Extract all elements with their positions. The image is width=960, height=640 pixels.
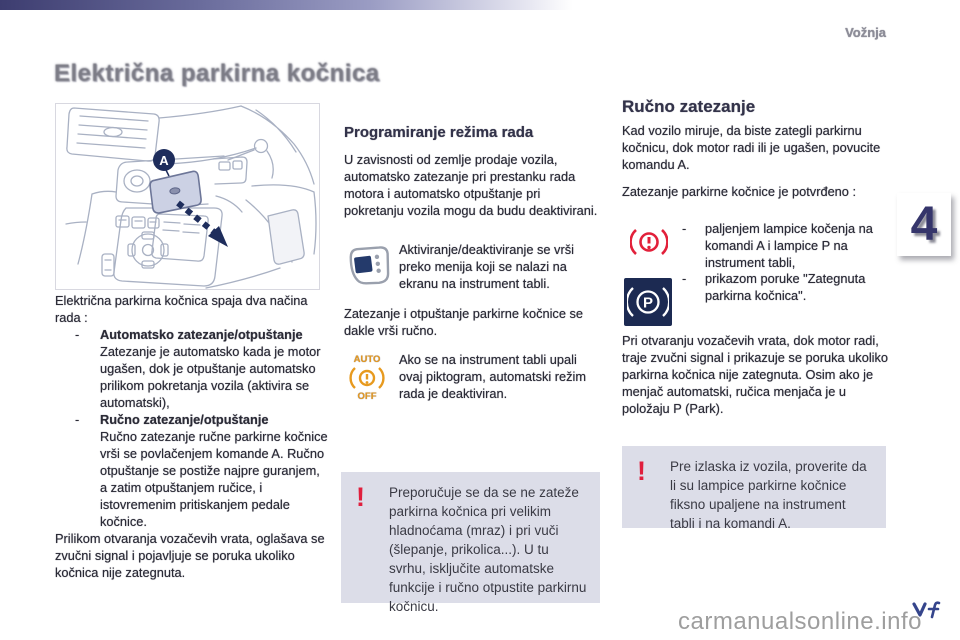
manual-note: Zatezanje i otpuštanje parkirne kočnice se dakle vrši ručno. — [344, 306, 584, 338]
display-menu-note: Aktiviranje/deaktiviranje se vrši preko menija koji se nalazi na ekranu na instrument tabli. — [399, 242, 574, 291]
auto-off-note-row — [344, 351, 601, 407]
page-title: Električna parkirna kočnica — [54, 60, 380, 87]
left-column — [55, 292, 329, 581]
site-watermark-logo-icon — [912, 601, 942, 624]
parking-brake-p-lamp-icon — [624, 278, 672, 326]
auto-off-bottom-label: OFF — [357, 391, 377, 401]
site-watermark[interactable]: carmanualsonline.info — [678, 608, 922, 635]
confirm-bullet-text: paljenjem lampice kočenja na komandi A i lampice P na instrument tabli, — [705, 221, 873, 270]
section-header-label: Vožnja — [845, 25, 886, 40]
chapter-number-tab — [897, 193, 951, 256]
bullet-dash: - — [682, 221, 687, 236]
mode-bullet-manual — [55, 411, 329, 530]
chapter-number: 4 — [910, 198, 938, 251]
warning-exclamation-icon: ! — [637, 456, 646, 486]
right-column — [622, 98, 892, 450]
brake-warning-lamp-icon — [630, 226, 668, 262]
confirm-bullet-message — [682, 270, 894, 304]
exit-check-warning-text: Pre izlaska iz vozila, proverite da li su lampice parkirne kočnice fiksno upaljene na instrument tabli i na komandi A. — [670, 459, 867, 531]
left-outro: Prilikom otvaranja vozačevih vrata, oglašava se zvučni signal i pojavljuje se poruka ukoliko kočnica nije zategnuta. — [55, 531, 325, 580]
mode-bullet-body: Zatezanje je automatsko kada je motor ugašen, dok je otpuštanje automatsko prilikom pokretanja vozila (aktivira se automatski), — [100, 344, 321, 410]
manual-apply-intro: Kad vozilo miruje, da biste zategli parkirnu kočnicu, dok motor radi ili je ugašen, povucite komandu A. — [622, 123, 881, 172]
door-open-note: Pri otvaranju vozačevih vrata, dok motor radi, traje zvučni signal i prikazuje se poruka ukoliko parkirna kočnica nije zategnuta. Osim ako je menjač automatski, ručica menjača je u položaju P (Park). — [622, 333, 889, 416]
command-a-badge-label: A — [159, 153, 169, 168]
programming-heading: Programiranje režima rada — [344, 124, 534, 141]
mode-bullet-title: Automatsko zatezanje/otpuštanje — [100, 327, 303, 342]
bullet-dash: - — [75, 412, 80, 427]
bullet-dash: - — [682, 271, 687, 286]
dashboard-illustration — [55, 103, 320, 290]
cold-weather-warning-text: Preporučuje se da se ne zateže parkirna kočnica pri velikim hladnoćama (mraz) i pri vuči (šlepanje, prikolica...). U tu svrhu, isključite automatske funkcije i ručno otpustite parkirnu kočnicu. — [389, 485, 587, 614]
mode-bullet-automatic — [55, 326, 329, 411]
exit-check-warning-box — [622, 446, 886, 531]
warning-exclamation-icon: ! — [356, 482, 365, 512]
manual-apply-heading: Ručno zatezanje — [622, 97, 756, 116]
auto-off-top-label: AUTO — [353, 354, 381, 365]
mode-bullet-title: Ručno zatezanje/otpuštanje — [100, 412, 269, 427]
auto-off-lamp-icon — [344, 353, 390, 405]
bullet-dash: - — [75, 327, 80, 342]
dashboard-line-art — [56, 104, 319, 289]
auto-off-note: Ako se na instrument tabli upali ovaj piktogram, automatski režim rada je deaktiviran. — [399, 352, 587, 401]
confirm-bullet-lamps — [682, 220, 894, 271]
middle-column — [344, 124, 601, 407]
p-lamp-letter: P — [642, 294, 654, 312]
cold-weather-warning-box — [341, 472, 600, 614]
programming-intro: U zavisnosti od zemlje prodaje vozila, automatsko zatezanje pri prestanku rada motora i automatsko otpuštanje pri pokretanju vozila mogu da budu deaktivirani. — [344, 152, 598, 218]
display-menu-note-row — [344, 241, 601, 297]
confirm-label: Zatezanje parkirne kočnice je potvrđeno : — [622, 184, 857, 199]
instrument-display-icon — [344, 243, 392, 293]
left-intro: Električna parkirna kočnica spaja dva načina rada : — [55, 293, 308, 325]
header-gradient-rule — [0, 0, 573, 10]
confirm-bullet-text: prikazom poruke "Zategnuta parkirna kočnica". — [705, 271, 866, 303]
mode-bullet-body: Ručno zatezanje ručne parkirne kočnice vrši se povlačenjem komande A. Ručno otpuštanje se postiže najpre guranjem, a zatim otpuštanjem ručice, i istovremenim pritiskanjem pedale kočnice. — [100, 429, 328, 529]
